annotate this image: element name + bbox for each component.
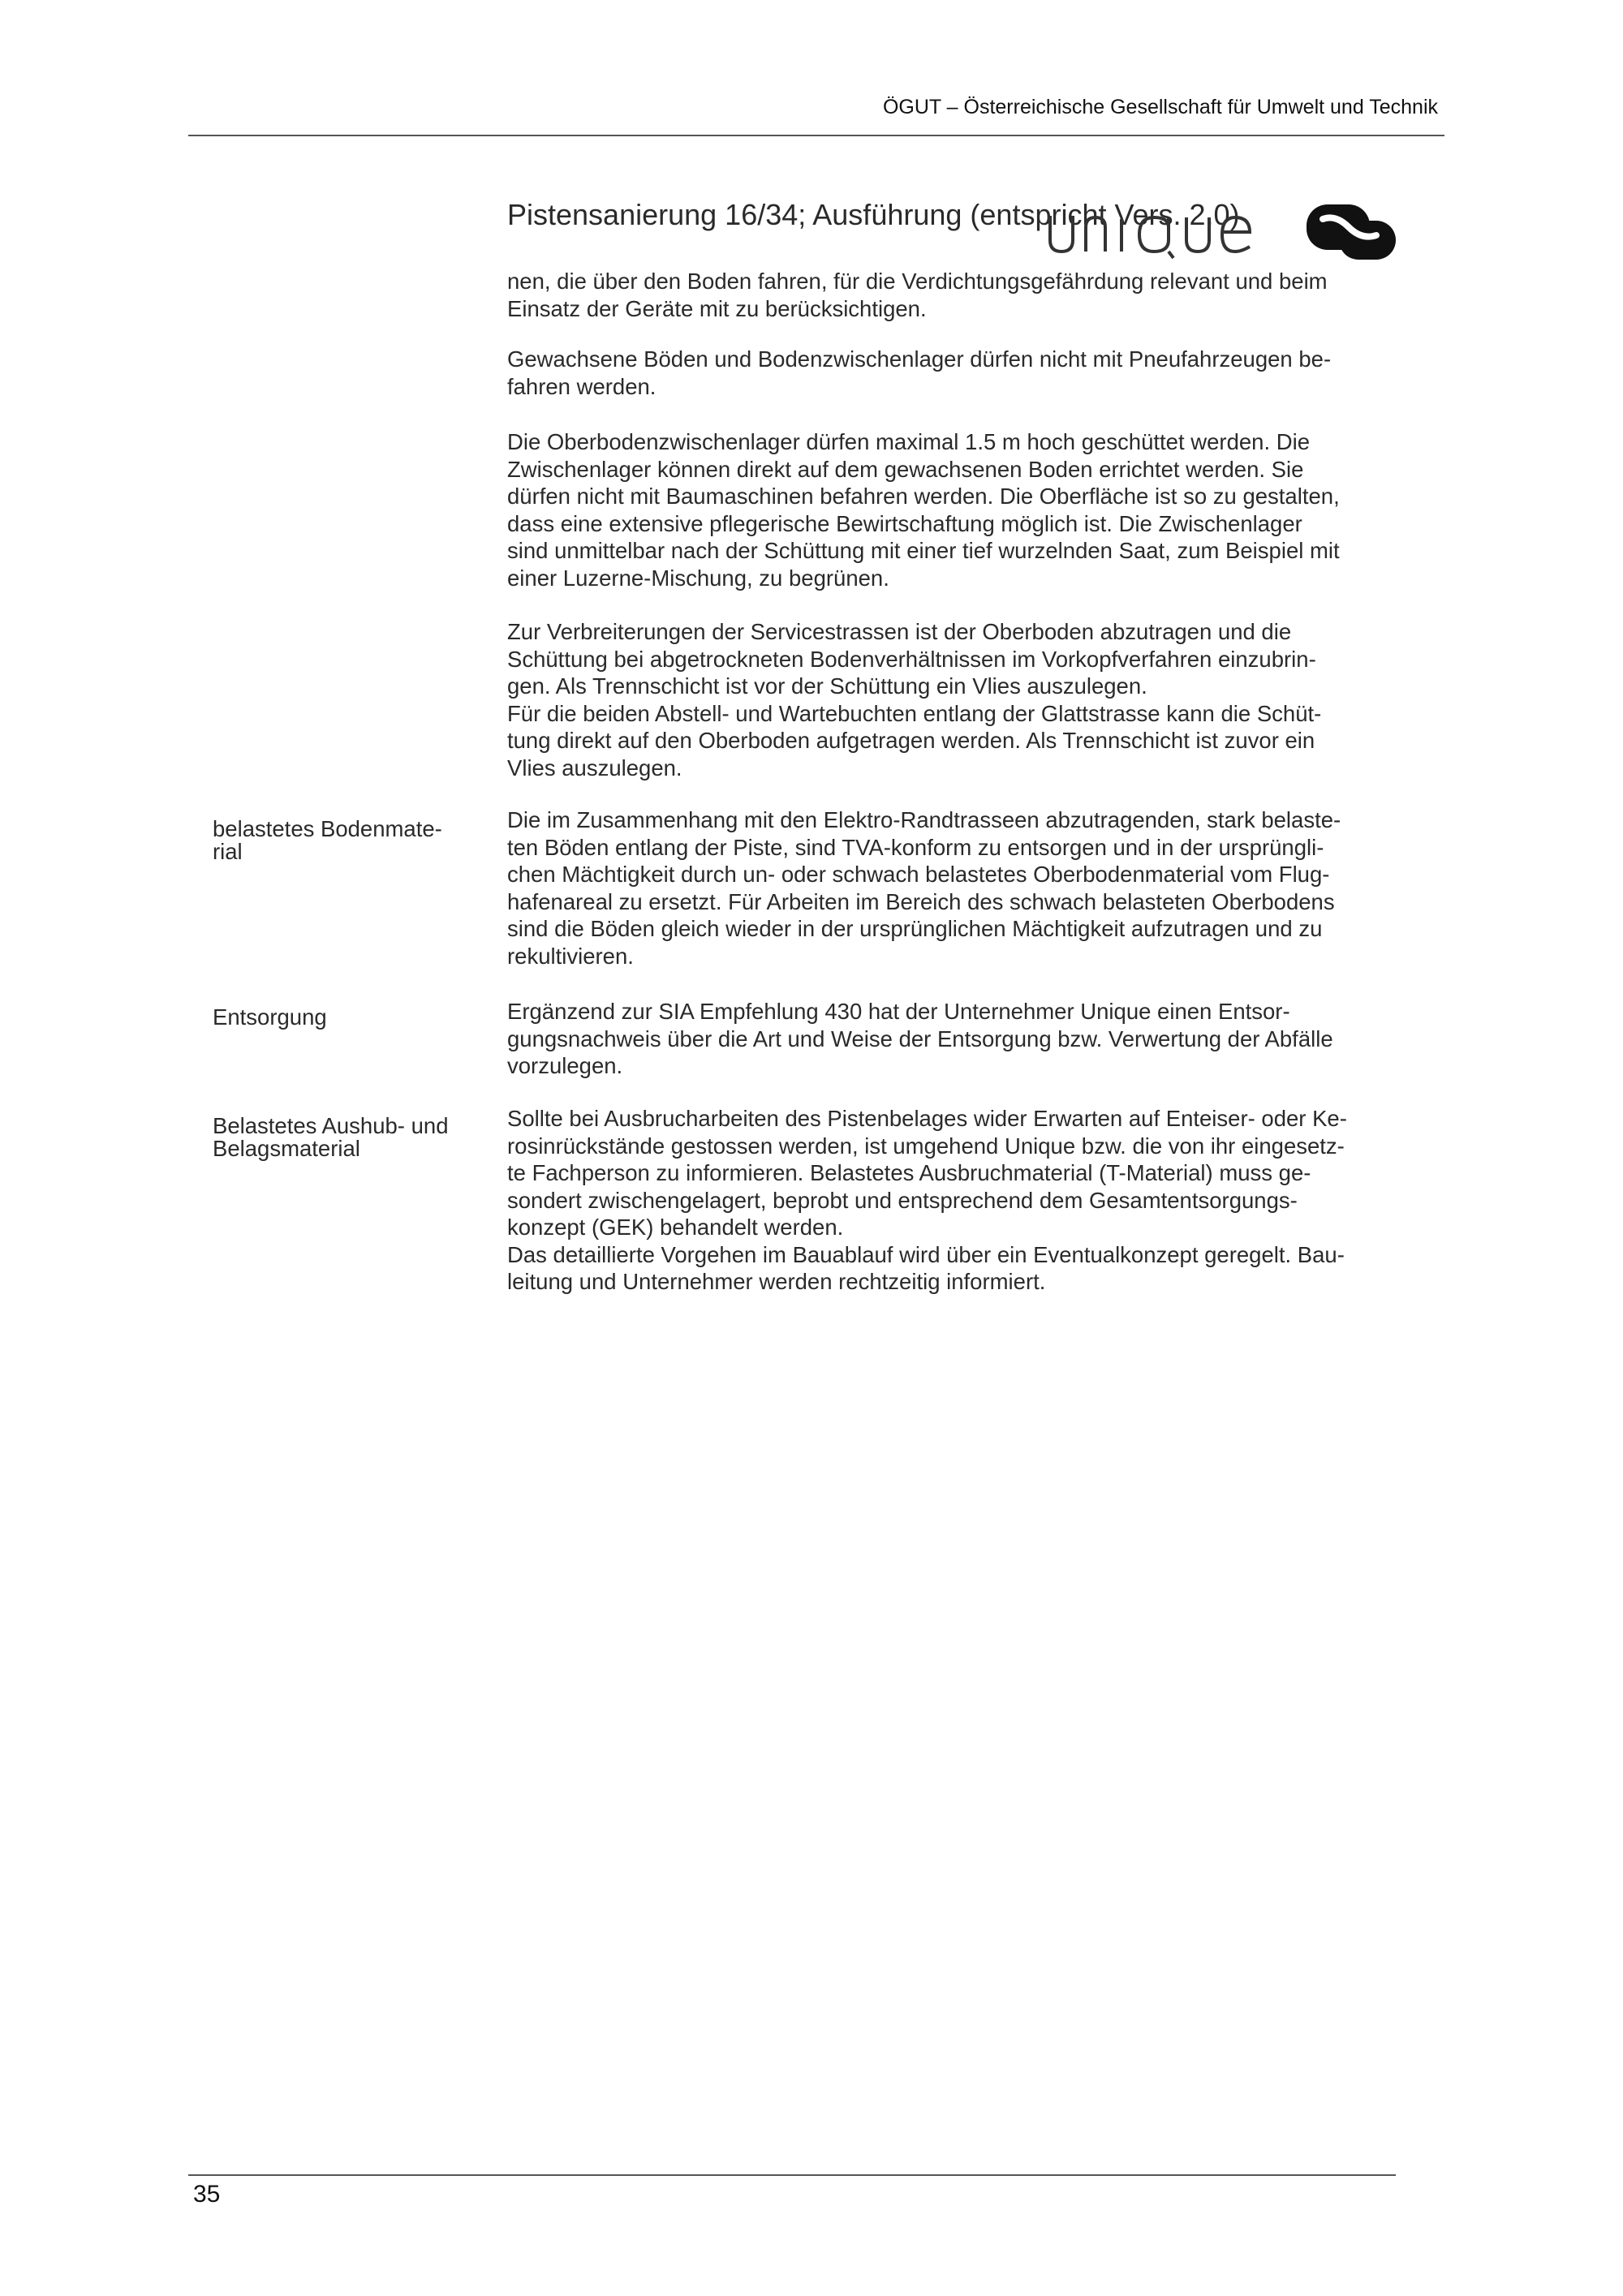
paragraph-topsoil-storage: Die Oberbodenzwischenlager dürfen maximal 1.5 m hoch geschüttet werden. Die Zwischenlager können direkt auf dem gewachsenen Boden errichtet werden. Sie dürfen nicht mit Baumaschinen befahren werden. Die Oberfläche ist so zu gestalten, dass eine extensive pflegerische Bewirtschaftung möglich ist. Die Zwischenlager sind unmittelbar nach der Schüttung mit einer tief wurzelnden Saat, zum Beispiel mit einer Luzerne-Mischung, zu begrünen.: [507, 429, 1340, 591]
side-label-contaminated-soil: belastetes Bodenmate- rial: [213, 816, 442, 864]
unique-symbol-icon: [1307, 204, 1396, 260]
page-header: [188, 96, 1444, 136]
paragraph-excavation-material: Sollte bei Ausbrucharbeiten des Pistenbelages wider Erwarten auf Enteiser- oder Ke- rosinrückstände gestossen werden, ist umgehend Unique bzw. die von ihr eingesetz- te Fachperson zu informieren. Belastetes Ausbruchmaterial (T-Material) muss ge- sondert zwischengelagert, beprobt und entsprechend dem Gesamtentsorgungs- konzept (GEK) behandelt werden. Das detaillierte Vorgehen im Bauablauf wird über ein Eventualkonzept geregelt. Bau- leitung und Unternehmer werden rechtzeitig informiert.: [507, 1106, 1347, 1294]
header-organization-name: ÖGUT – Österreichische Gesellschaft für Umwelt und Technik: [882, 96, 1438, 118]
side-label-excavation-material: Belastetes Aushub- und Belagsmaterial: [213, 1113, 449, 1161]
document-title: Pistensanierung 16/34; Ausführung (entspricht Vers. 2.0): [507, 198, 1240, 231]
paragraph-compaction-risk: nen, die über den Boden fahren, für die Verdichtungsgefährdung relevant und beim Einsatz der Geräte mit zu berücksichtigen.: [507, 269, 1328, 321]
page-footer-rule: [188, 2174, 1396, 2176]
paragraph-contaminated-soil: Die im Zusammenhang mit den Elektro-Randtrasseen abzutragenden, stark belaste- ten Böden entlang der Piste, sind TVA-konform zu entsorgen und in der ursprüngli- chen Mächtigkeit durch un- oder schwach belastetes Oberbodenmaterial vom Flug- hafenareal zu ersetzt. Für Arbeiten im Bereich des schwach belasteten Oberbodens sind die Böden gleich wieder in der ursprünglichen Mächtigkeit aufzutragen und zu rekultivieren.: [507, 807, 1341, 969]
unique-logo: [1047, 200, 1404, 261]
paragraph-pneumatic-vehicles: Gewachsene Böden und Bodenzwischenlager dürfen nicht mit Pneufahrzeugen be- fahren werden.: [507, 346, 1332, 399]
paragraph-service-roads: Zur Verbreiterungen der Servicestrassen ist der Oberboden abzutragen und die Schüttung bei abgetrockneten Bodenverhältnissen im Vorkopfverfahren einzubrin- gen. Als Trennschicht ist vor der Schüttung ein Vlies auszulegen. Für die beiden Abstell- und Wartebuchten entlang der Glattstrasse kann die Schüt- tung direkt auf den Oberboden aufgetragen werden. Als Trennschicht ist zuvor ein Vlies auszulegen.: [507, 619, 1322, 780]
page-number: 35: [193, 2181, 221, 2208]
side-label-disposal: Entsorgung: [213, 1004, 327, 1030]
paragraph-disposal: Ergänzend zur SIA Empfehlung 430 hat der Unternehmer Unique einen Entsor- gungsnachweis über die Art und Weise der Entsorgung bzw. Verwertung der Abfälle vorzulegen.: [507, 999, 1333, 1078]
unique-wordmark: [1050, 216, 1250, 258]
